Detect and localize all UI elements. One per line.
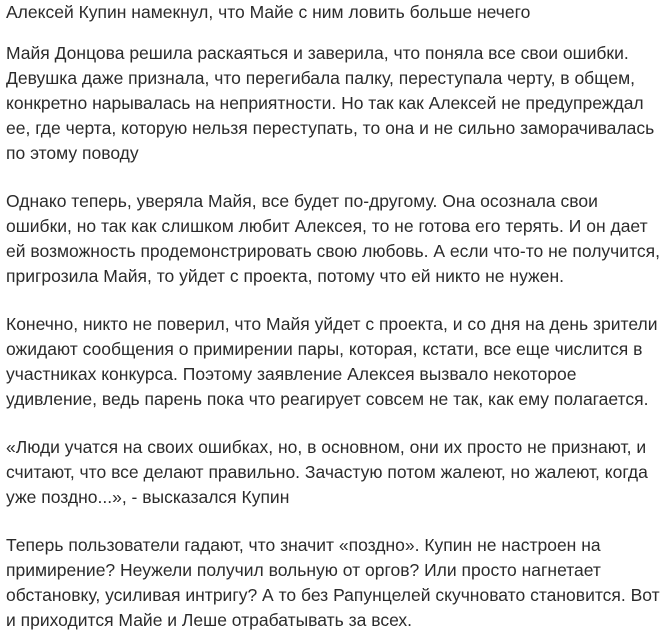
article-paragraph-1: Майя Донцова решила раскаяться и заверила, что поняла все свои ошибки. Девушка даже признала, что перегибала палку, переступала черту, в общем, конкретно нарывалась на неприятности. Но так как Алексей не предупреждал ее, где черта, которую нельзя переступать, то она и не сильно заморачивалась по этому поводу (6, 43, 655, 163)
article-title: Алексей Купин намекнул, что Майе с ним ловить больше нечего (6, 2, 531, 22)
article-quote: «Люди учатся на своих ошибках, но, в основном, они их просто не признают, и считают, что все делают правильно. Зачастую потом жалеют, но жалеют, когда уже поздно...», - высказался Купин (6, 437, 648, 507)
article-paragraph-2: Однако теперь, уверяла Майя, все будет по-другому. Она осознала свои ошибки, но так как слишком любит Алексея, то не готова его терять. И он дает ей возможность продемонстрировать свою любовь. А если что-то не получится, пригрозила Майя, то уйдет с проекта, потому что ей никто не нужен. (6, 191, 660, 286)
article-paragraph-3: Конечно, никто не поверил, что Майя уйдет с проекта, и со дня на день зрители ожидают сообщения о примирении пары, которая, кстати, все еще числится в участниках конкурса. Поэтому заявление Алексея вызвало некоторое удивление, ведь парень пока что реагирует совсем не так, как ему полагается. (6, 314, 658, 409)
article-paragraph-5: Теперь пользователи гадают, что значит «поздно». Купин не настроен на примирение? Неужели получил вольную от оргов? Или просто нагнетает обстановку, усиливая интригу? А то без Рапунцелей скучновато становится. Вот и приходится Майе и Леше отрабатывать за всех. (6, 535, 660, 630)
